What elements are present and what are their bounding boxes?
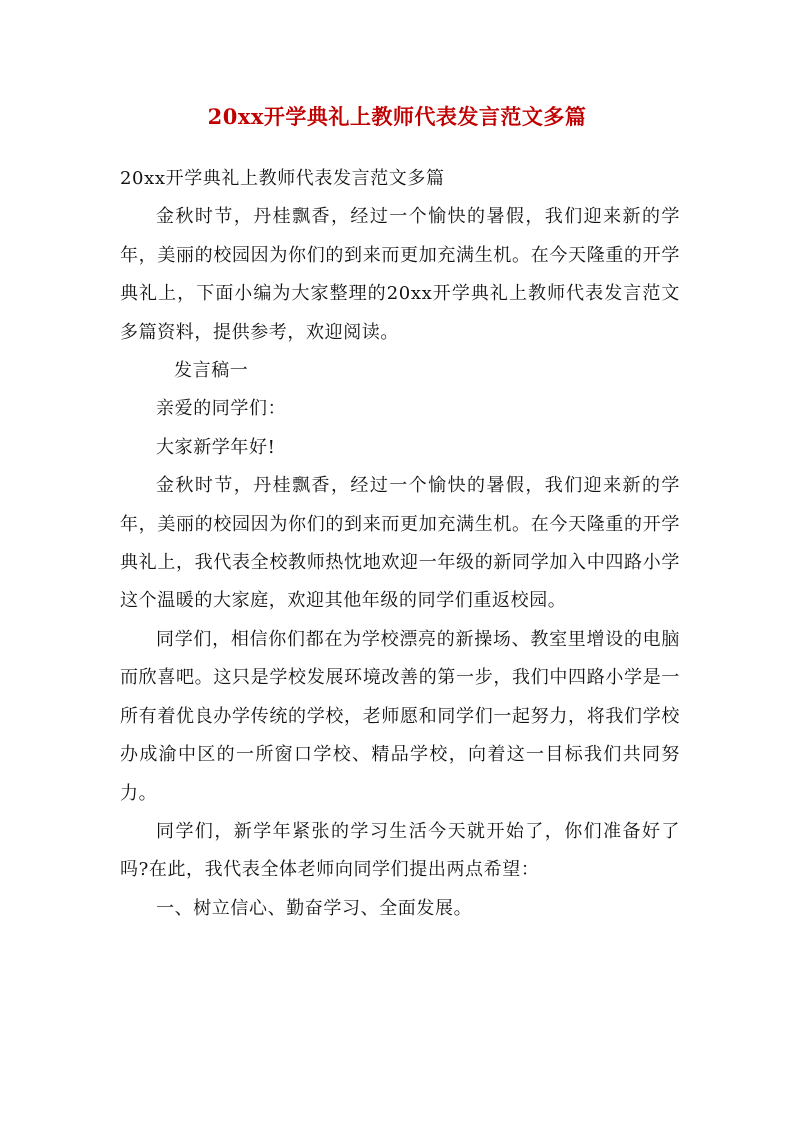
- document-body: [120, 160, 680, 928]
- body-paragraph: 金秋时节，丹桂飘香，经过一个愉快的暑假，我们迎来新的学年，美丽的校园因为你们的到来而更加充满生机。在今天隆重的开学典礼上，我代表全校教师热忱地欢迎一年级的新同学加入中四路小学这个温暖的大家庭，欢迎其他年级的同学们重返校园。: [120, 475, 680, 612]
- section-heading: 发言稿一: [174, 360, 249, 382]
- body-paragraph: 同学们，相信你们都在为学校漂亮的新操场、教室里增设的电脑而欣喜吧。这只是学校发展环境改善的第一步，我们中四路小学是一所有着优良办学传统的学校，老师愿和同学们一起努力，将我们学校办成渝中区的一所窗口学校、精品学校，向着这一目标我们共同努力。: [120, 628, 680, 804]
- subtitle-paragraph: 20xx开学典礼上教师代表发言范文多篇: [120, 168, 445, 189]
- document-title: 20xx开学典礼上教师代表发言范文多篇: [207, 104, 587, 129]
- greeting: 大家新学年好!: [156, 436, 276, 458]
- salutation: 亲爱的同学们：: [156, 398, 287, 420]
- intro-paragraph: 金秋时节，丹桂飘香，经过一个愉快的暑假，我们迎来新的学年，美丽的校园因为你们的到来而更加充满生机。在今天隆重的开学典礼上，下面小编为大家整理的20xx开学典礼上教师代表发言范文多篇资料，提供参考，欢迎阅读。: [120, 206, 680, 343]
- list-item-heading: 一、树立信心、勤奋学习、全面发展。: [156, 897, 473, 919]
- body-paragraph: 同学们，新学年紧张的学习生活今天就开始了，你们准备好了吗?在此，我代表全体老师向同学们提出两点希望：: [120, 820, 680, 881]
